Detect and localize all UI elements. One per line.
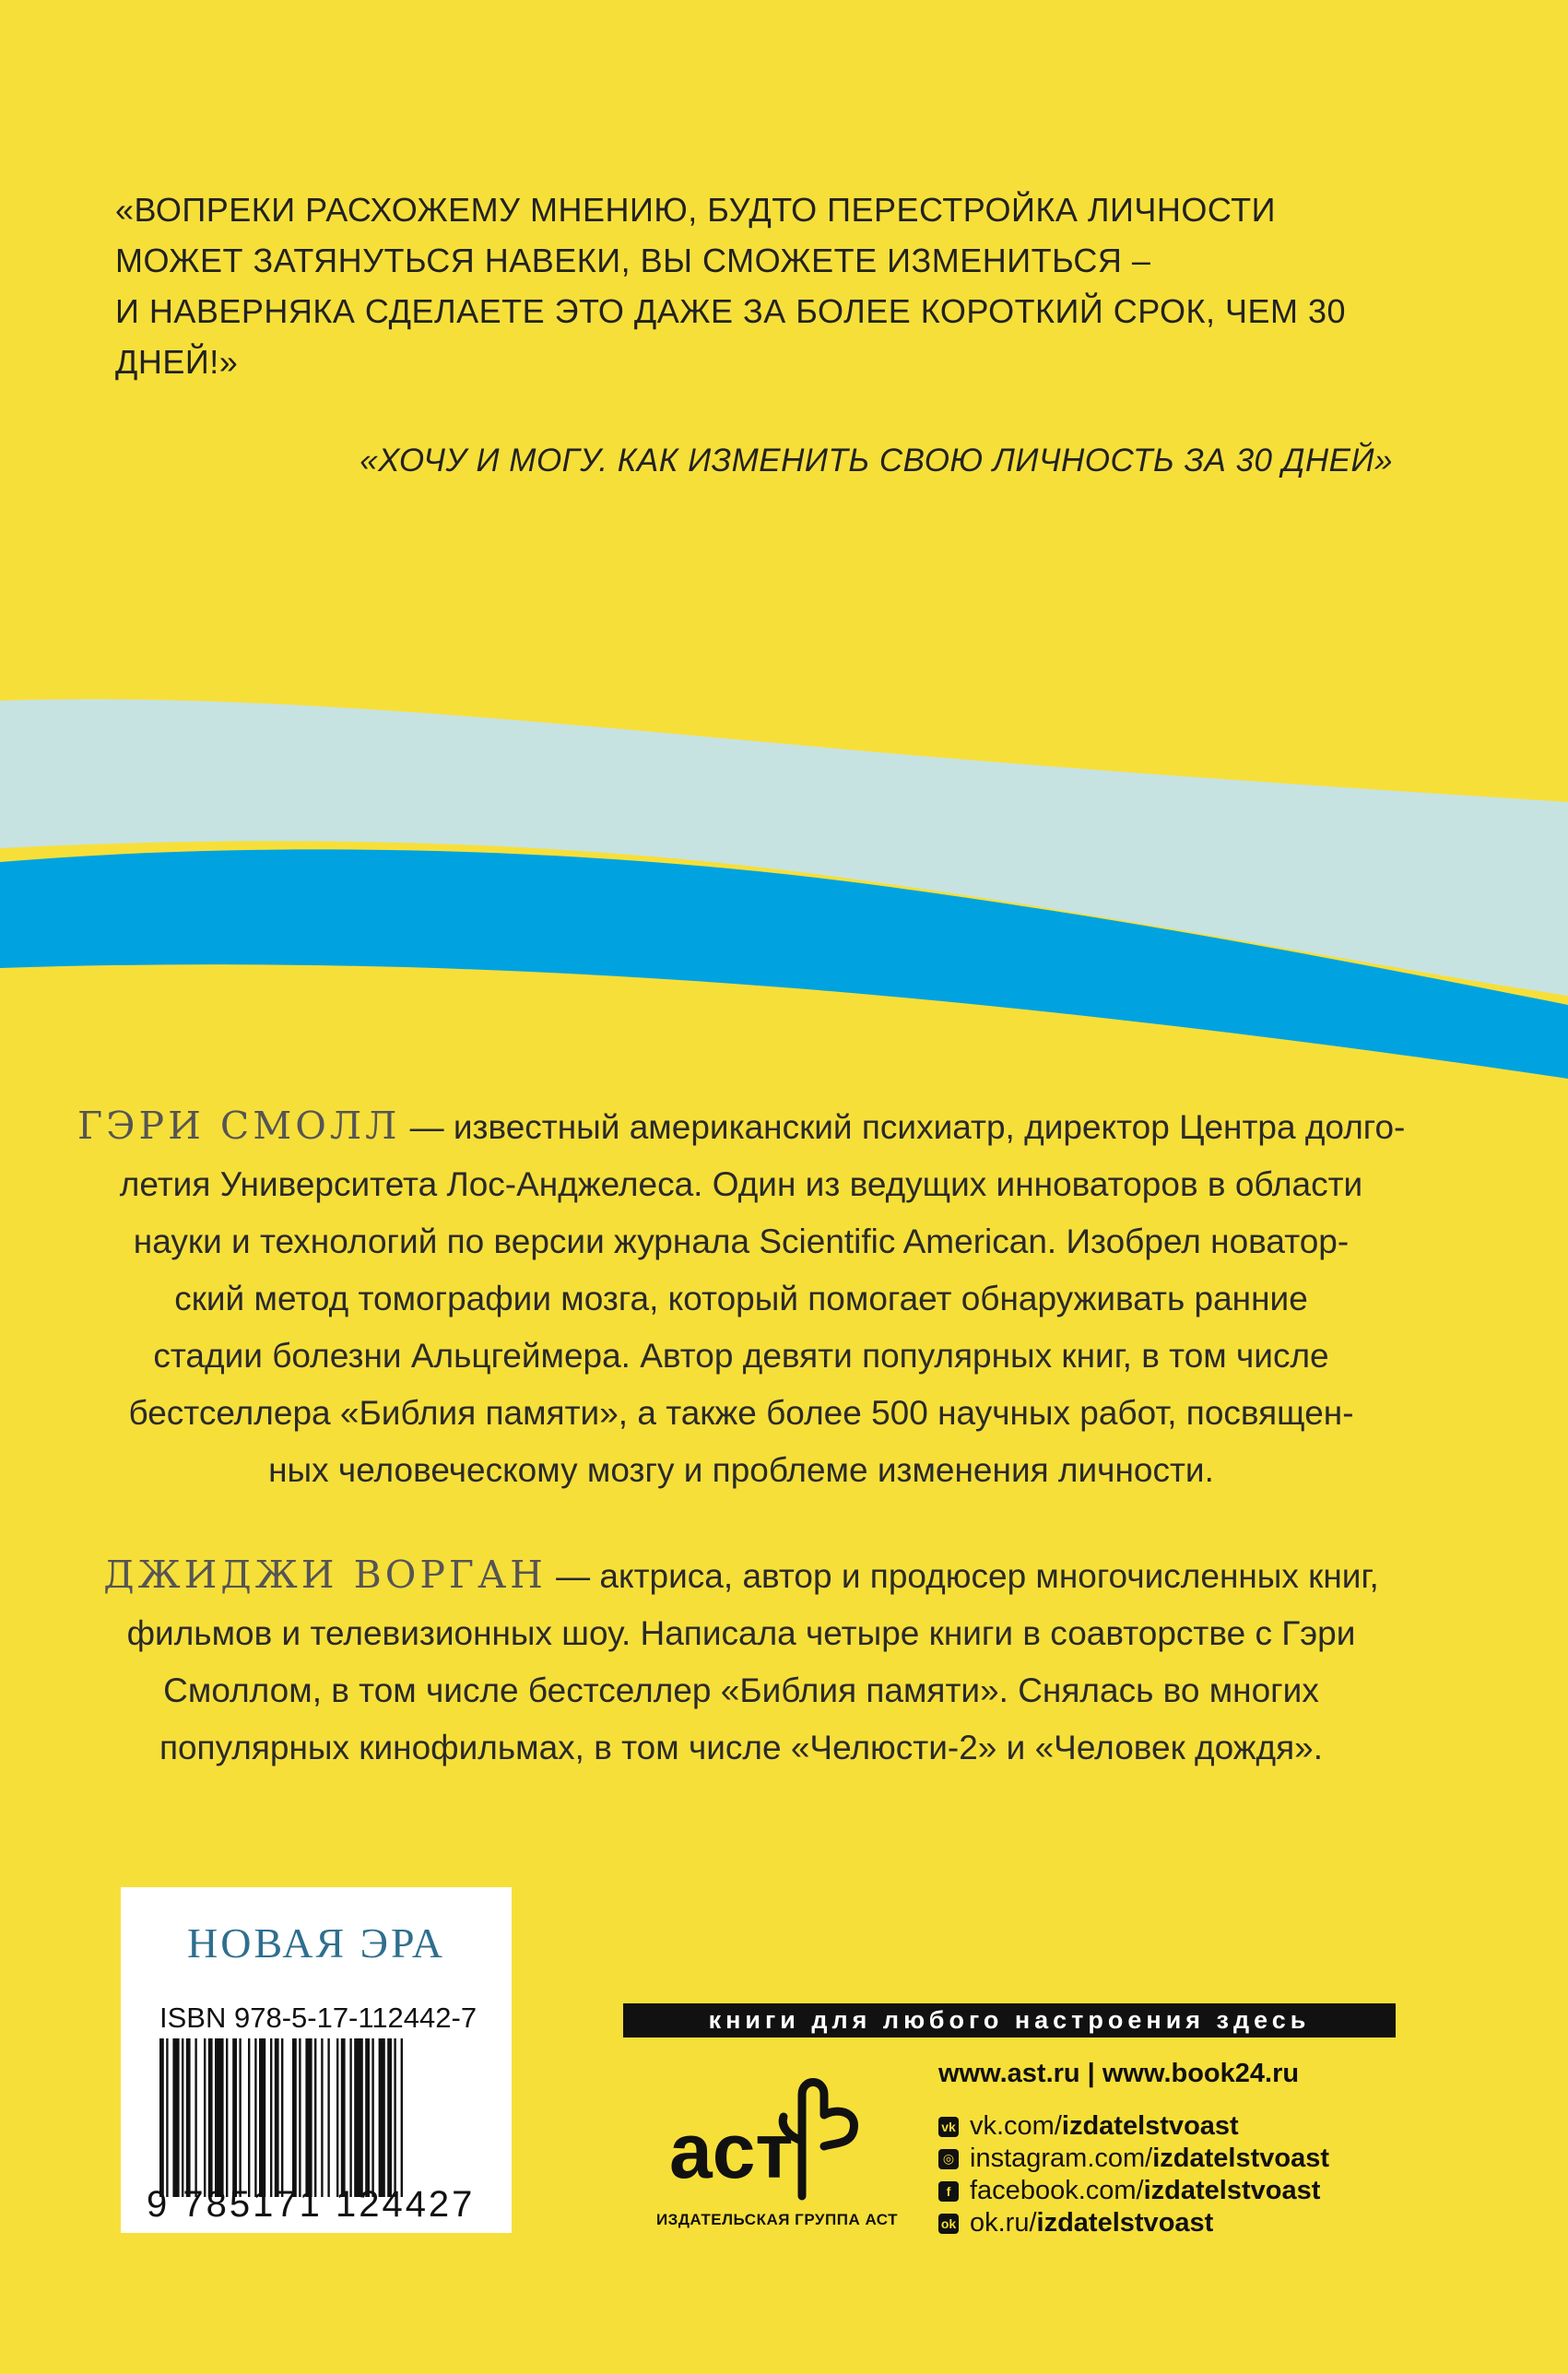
bio-line: науки и технологий по версии журнала Scientific American. Изобрел новатор-	[133, 1222, 1350, 1260]
barcode-bar	[166, 2038, 168, 2197]
barcode-bar	[204, 2038, 206, 2197]
social-handle: izdatelstvoast	[1036, 2208, 1214, 2238]
barcode-bar	[232, 2038, 237, 2197]
barcode-bar	[254, 2038, 256, 2197]
social-prefix: facebook.com/	[970, 2176, 1144, 2205]
barcode-bar	[371, 2038, 373, 2197]
social-handle: izdatelstvoast	[1152, 2144, 1330, 2173]
social-links	[938, 2110, 1329, 2239]
barcode-bar	[321, 2038, 323, 2197]
ast-logo	[662, 2058, 883, 2205]
barcode-bar	[387, 2038, 392, 2197]
bio-line: ский метод томографии мозга, который помогает обнаруживать ранние	[174, 1280, 1308, 1317]
barcode-bar	[172, 2038, 179, 2197]
quote-line: И НАВЕРНЯКА СДЕЛАЕТЕ ЭТО ДАЖЕ ЗА БОЛЕЕ КОРОТКИЙ СРОК, ЧЕМ 30	[115, 292, 1347, 330]
barcode-bar	[299, 2038, 301, 2197]
logo-text: аст	[669, 2108, 794, 2194]
cactus-icon	[783, 2083, 854, 2197]
bio-line: Смоллом, в том числе бестселлер «Библия памяти». Снялась во многих	[163, 1671, 1319, 1709]
social-handle: izdatelstvoast	[1143, 2176, 1321, 2205]
barcode-bar	[327, 2038, 329, 2197]
odnoklassniki-icon: ok	[938, 2214, 959, 2234]
barcode-digits: 9 785171 124427	[147, 2184, 476, 2225]
publisher-label: ИЗДАТЕЛЬСКАЯ ГРУППА АСТ	[655, 2211, 899, 2228]
facebook-icon: f	[938, 2181, 959, 2202]
barcode-bar	[305, 2038, 312, 2197]
bio-gary-small	[77, 1097, 1405, 1499]
bio-line	[77, 1546, 1405, 1605]
barcode-bar	[182, 2038, 183, 2197]
barcode-bar	[248, 2038, 250, 2197]
barcode-bar	[314, 2038, 316, 2197]
social-link-facebook[interactable]	[938, 2175, 1329, 2207]
quote-line: «ВОПРЕКИ РАСХОЖЕМУ МНЕНИЮ, БУДТО ПЕРЕСТРОЙКА ЛИЧНОСТИ	[115, 191, 1277, 229]
author-name: ДЖИДЖИ ВОРГАН	[103, 1553, 547, 1597]
bio-text: — известный американский психиатр, директор Центра долго-	[400, 1108, 1406, 1146]
barcode-bar	[401, 2038, 403, 2197]
quote-line: ДНЕЙ!»	[115, 343, 239, 381]
barcode-bar	[195, 2038, 196, 2197]
social-handle: izdatelstvoast	[1061, 2111, 1239, 2141]
barcode-bar	[226, 2038, 228, 2197]
barcode	[159, 2038, 473, 2197]
barcode-bar	[292, 2038, 297, 2197]
bio-line: популярных кинофильмах, в том числе «Челюсти-2» и «Человек дождя».	[159, 1729, 1324, 1766]
barcode-bar	[394, 2038, 395, 2197]
author-name: ГЭРИ СМОЛЛ	[77, 1104, 401, 1148]
barcode-bar	[281, 2038, 283, 2197]
bio-line: стадии болезни Альцгеймера. Автор девяти популярных книг, в том числе	[153, 1337, 1329, 1375]
bio-line: фильмов и телевизионных шоу. Написала четыре книги в соавторстве с Гэри	[126, 1614, 1356, 1652]
social-link-instagram[interactable]	[938, 2143, 1329, 2175]
barcode-bar	[215, 2038, 224, 2197]
bio-line	[77, 1097, 1405, 1156]
barcode-bar	[270, 2038, 272, 2197]
bio-line: ных человеческому мозгу и проблеме изменения личности.	[268, 1451, 1214, 1489]
social-prefix: instagram.com/	[970, 2144, 1153, 2173]
bio-line: бестселлера «Библия памяти», а также более 500 научных работ, посвящен-	[128, 1394, 1354, 1432]
bio-line: летия Университета Лос-Анджелеса. Один из ведущих инноваторов в области	[119, 1165, 1363, 1203]
social-prefix: ok.ru/	[970, 2208, 1037, 2238]
quote-source: «ХОЧУ И МОГУ. КАК ИЗМЕНИТЬ СВОЮ ЛИЧНОСТЬ ЗА 30 ДНЕЙ»	[360, 443, 1393, 478]
barcode-bar	[159, 2038, 164, 2197]
social-link-vk[interactable]	[938, 2110, 1329, 2143]
vk-icon: vk	[938, 2117, 959, 2137]
barcode-bar	[208, 2038, 213, 2197]
barcode-bar	[186, 2038, 191, 2197]
barcode-bar	[365, 2038, 370, 2197]
publisher-websites[interactable]: www.ast.ru | www.book24.ru	[938, 2059, 1300, 2088]
instagram-icon: ◎	[938, 2149, 959, 2169]
decorative-stripes	[0, 664, 1568, 1088]
barcode-bar	[259, 2038, 265, 2197]
barcode-bar	[349, 2038, 351, 2197]
isbn-box	[121, 1887, 512, 2233]
social-link-odnoklassniki[interactable]	[938, 2207, 1329, 2239]
series-title: НОВАЯ ЭРА	[187, 1919, 445, 1967]
quote-line: МОЖЕТ ЗАТЯНУТЬСЯ НАВЕКИ, ВЫ СМОЖЕТЕ ИЗМЕНИТЬСЯ –	[115, 242, 1151, 279]
barcode-bar	[336, 2038, 338, 2197]
barcode-bar	[354, 2038, 363, 2197]
barcode-bar	[379, 2038, 385, 2197]
isbn-number: ISBN 978-5-17-112442-7	[159, 2002, 477, 2034]
cover-quote	[115, 184, 1406, 387]
barcode-bar	[341, 2038, 346, 2197]
bio-text: — актриса, автор и продюсер многочисленных книг,	[546, 1557, 1379, 1595]
publisher-tagline: книги для любого настроения здесь	[623, 2003, 1396, 2037]
barcode-bar	[275, 2038, 279, 2197]
barcode-bar	[239, 2038, 241, 2197]
social-prefix: vk.com/	[970, 2111, 1062, 2141]
bio-gigi-vorgan	[77, 1546, 1405, 1777]
